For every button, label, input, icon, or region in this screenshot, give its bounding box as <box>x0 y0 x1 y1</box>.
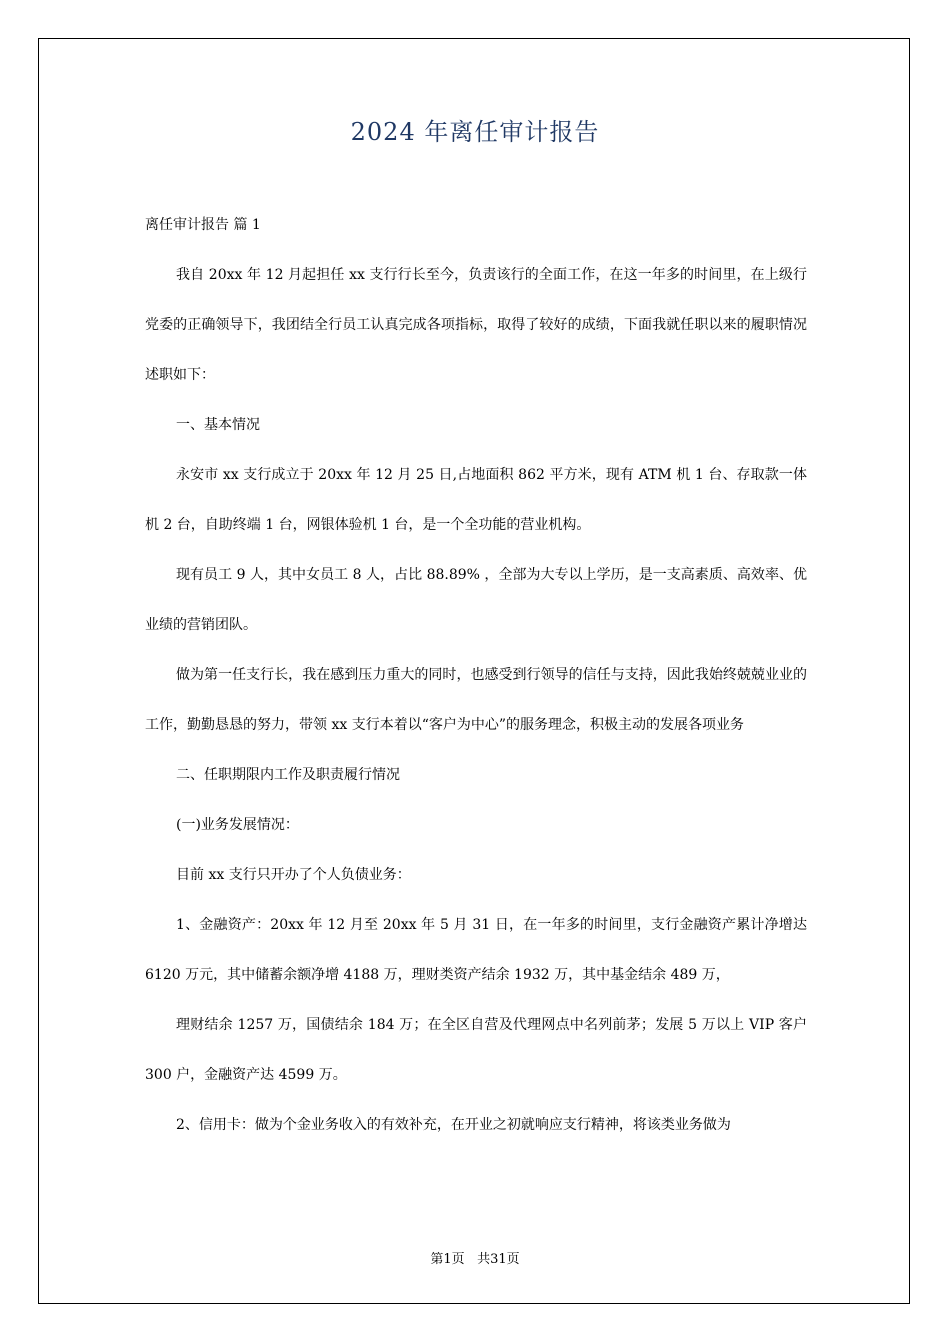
paragraph: 2、信用卡：做为个金业务收入的有效补充，在开业之初就响应支行精神，将该类业务做为 <box>176 1117 731 1133</box>
paragraph: 我自 20xx 年 12 月起担任 xx 支行行长至今，负责该行的全面工作，在这一年多的时间里，在上级行党委的正确领导下，我团结全行员工认真完成各项指标，取得了较好的成绩，下面我就任职以来的履职情况述职如下： <box>145 267 807 383</box>
paragraph: 1、金融资产：20xx 年 12 月至 20xx 年 5 月 31 日，在一年多的时间里，支行金融资产累计净增达 6120 万元，其中储蓄余额净增 4188 万，理财类资产结余 1932 万，其中基金结余 489 万， <box>145 917 807 983</box>
paragraph: 做为第一任支行长，我在感到压力重大的同时，也感受到行领导的信任与支持，因此我始终兢兢业业的工作，勤勤恳恳的努力，带领 xx 支行本着以“客户为中心”的服务理念，积极主动的发展各项业务 <box>145 667 807 733</box>
document-title: 2024 年离任审计报告 <box>350 118 600 146</box>
page-total: 共31页 <box>477 1252 520 1267</box>
paragraph: 理财结余 1257 万，国债结余 184 万；在全区自营及代理网点中名列前茅；发展 5 万以上 VIP 客户 300 户，金融资产达 4599 万。 <box>145 1017 807 1083</box>
section-heading: 二、任职期限内工作及职责履行情况 <box>176 767 400 783</box>
page-number: 第1页 <box>430 1252 465 1267</box>
paragraph: 目前 xx 支行只开办了个人负债业务： <box>176 867 411 883</box>
subsection-heading: (一)业务发展情况： <box>176 817 299 833</box>
paragraph: 离任审计报告 篇 1 <box>145 217 261 233</box>
document-body <box>145 200 807 1150</box>
section-heading: 一、基本情况 <box>176 417 260 433</box>
page-footer <box>0 1248 950 1267</box>
paragraph: 永安市 xx 支行成立于 20xx 年 12 月 25 日,占地面积 862 平方米，现有 ATM 机 1 台、存取款一体机 2 台，自助终端 1 台，网银体验机 1 台，是一个全功能的营业机构。 <box>145 467 807 533</box>
paragraph: 现有员工 9 人，其中女员工 8 人，占比 88.89% ，全部为大专以上学历，是一支高素质、高效率、优业绩的营销团队。 <box>145 567 807 633</box>
